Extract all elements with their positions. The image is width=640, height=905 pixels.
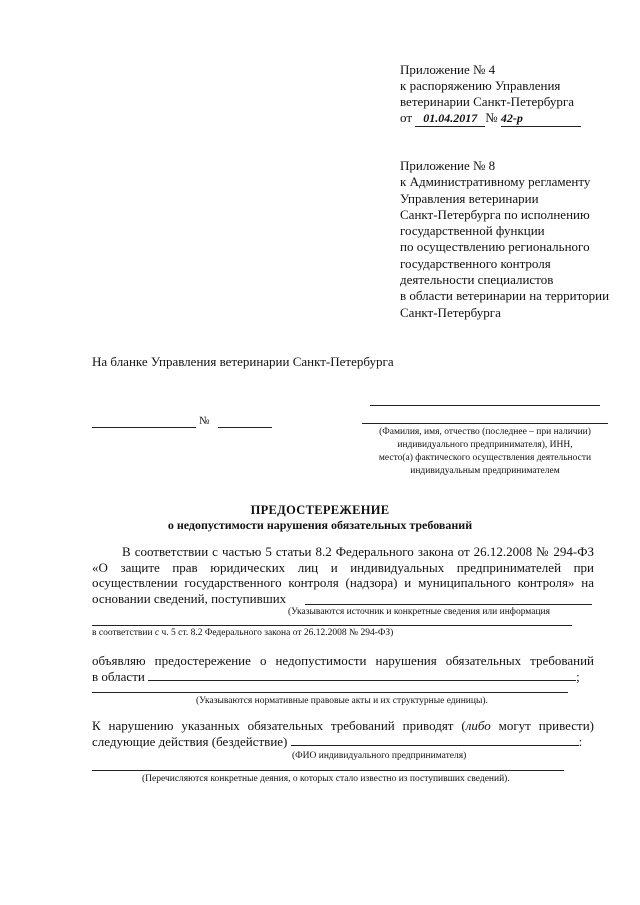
document-subtitle: о недопустимости нарушения обязательных требований <box>167 518 473 532</box>
recipient-line <box>370 405 600 406</box>
paragraph-legal-basis: В соответствии с частью 5 статьи 8.2 Федерального закона от 26.12.2008 № 294-ФЗ «О защите прав юридических лиц и индивидуальных предпринимателей при осуществлении государственного контроля (надзора) и муниципального контроля» на основании сведений, поступивших <box>92 544 594 606</box>
annex-8-line: по осуществлению регионального <box>400 239 590 255</box>
warning-text: объявляю предостережение о недопустимости нарушения обязательных требований <box>92 653 594 668</box>
source-caption: (Указываются источник и конкретные сведения или информация <box>288 607 551 617</box>
fio-caption: (ФИО индивидуального предпринимателя) <box>292 751 467 761</box>
recipient-caption-line: индивидуального предпринимателя), ИНН, <box>397 440 573 450</box>
number-underline <box>218 427 272 428</box>
annex-4-date-line <box>400 110 581 127</box>
annex-8-line: деятельности специалистов <box>400 272 554 288</box>
annex-8-line: государственной функции <box>400 223 545 239</box>
recipient-caption-line: (Фамилия, имя, отчество (последнее – при наличии) <box>379 427 591 437</box>
end-mark: ; <box>576 668 580 684</box>
source-line <box>92 625 572 626</box>
acts-caption: (Указываются нормативные правовые акты и их структурные единицы). <box>196 696 488 706</box>
date-prefix: от <box>400 110 413 125</box>
paragraph-violations <box>92 718 594 749</box>
violation-text-italic: либо <box>465 718 491 733</box>
actions-underline <box>291 734 579 746</box>
recipient-line <box>362 423 608 424</box>
number-sign: № <box>485 110 498 125</box>
actions-line <box>92 734 594 750</box>
recipient-caption-line: место(а) фактического осуществления деятельности <box>378 453 592 463</box>
annex-8-line: к Административному регламенту <box>400 174 591 190</box>
annex-8-line: Управления ветеринарии <box>400 190 539 206</box>
end-mark: : <box>578 733 583 749</box>
annex-8-line: Санкт-Петербурга по исполнению <box>400 206 590 222</box>
annex-8-line: в области ветеринарии на территории <box>400 288 610 304</box>
acts-line <box>92 692 568 693</box>
handwritten-date: 01.04.2017 <box>415 110 485 127</box>
violation-text <box>92 718 594 734</box>
annex-8-line: Санкт-Петербурга <box>400 304 501 320</box>
recipient-caption-line: индивидуальным предпринимателем <box>410 466 560 476</box>
annex-8-line: государственного контроля <box>400 255 551 271</box>
annex-4-header <box>400 62 581 127</box>
annex-8-header <box>400 158 609 321</box>
number-sign: № <box>199 415 210 427</box>
annex-4-line3: ветеринарии Санкт-Петербурга <box>400 94 575 109</box>
document-title: ПРЕДОСТЕРЕЖЕНИЕ <box>250 503 390 517</box>
area-line <box>92 669 594 685</box>
violation-text-part: могут привести) <box>490 718 595 733</box>
letterhead-note: На бланке Управления ветеринарии Санкт-Петербурга <box>92 354 394 369</box>
area-underline <box>148 669 576 681</box>
actions-label: следующие действия (бездействие) <box>92 733 288 749</box>
handwritten-number: 42-р <box>501 110 581 127</box>
annex-4-line2: к распоряжению Управления <box>400 78 561 93</box>
annex-8-line: Приложение № 8 <box>400 158 496 173</box>
violation-text-part: К нарушению указанных обязательных требований приводят ( <box>92 718 466 733</box>
acts-list-caption: (Перечисляются конкретные деяния, о которых стало известно из поступивших сведений). <box>142 774 510 784</box>
source-line <box>305 604 592 605</box>
paragraph-warning <box>92 653 594 684</box>
document-number-field <box>92 415 272 429</box>
date-underline <box>92 427 196 428</box>
annex-4-title: Приложение № 4 <box>400 62 496 77</box>
recipient-caption <box>362 426 608 478</box>
source-caption-2: в соответствии с ч. 5 ст. 8.2 Федерального закона от 26.12.2008 № 294-ФЗ) <box>92 628 394 638</box>
area-label: в области <box>92 668 145 684</box>
acts-list-line <box>92 770 564 771</box>
